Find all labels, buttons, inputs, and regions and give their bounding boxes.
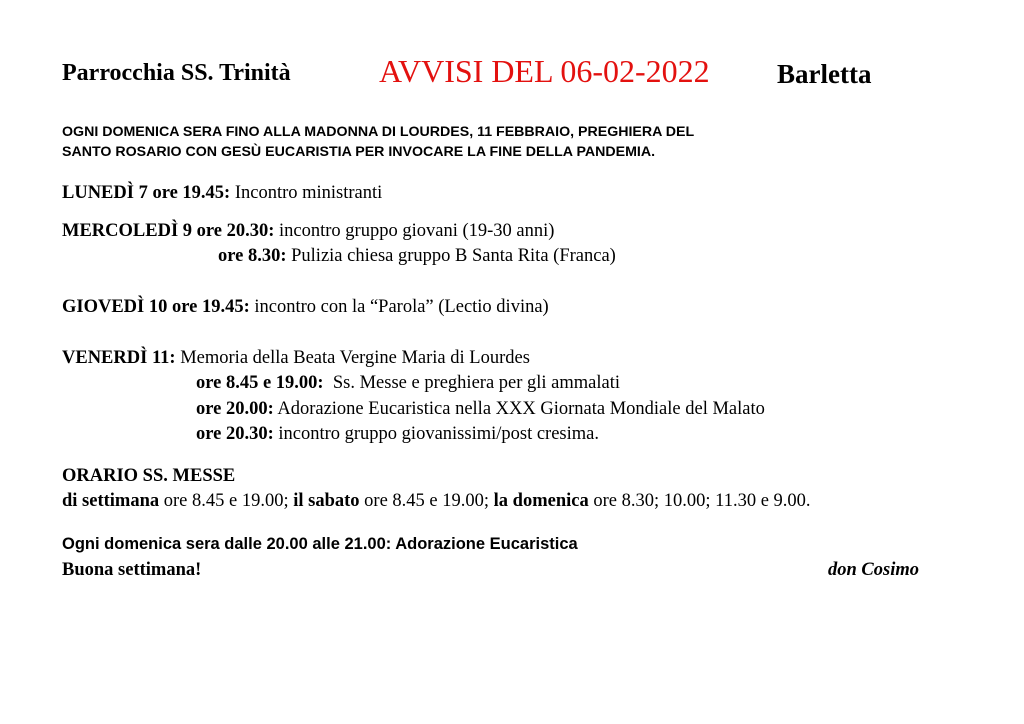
friday-item-text: incontro gruppo giovanissimi/post cresima. (273, 424, 599, 444)
friday-item-time: ore 20.00: (196, 399, 274, 419)
bulletin-title: AVVISI DEL 06-02-2022 (379, 53, 710, 89)
rosary-notice-line-1: OGNI DOMENICA SERA FINO ALLA MADONNA DI LOURDES, 11 FEBBRAIO, PREGHIERA DEL (62, 124, 695, 140)
monday-text: Incontro ministranti (230, 183, 383, 203)
weekday-label: di settimana (62, 491, 160, 511)
sunday-times: ore 8.30; 10.00; 11.30 e 9.00. (588, 491, 811, 511)
saturday-times: ore 8.45 e 19.00; (359, 491, 494, 511)
thursday-text: incontro con la “Parola” (Lectio divina) (249, 297, 549, 317)
mass-schedule-heading: ORARIO SS. MESSE (62, 466, 236, 486)
city-name: Barletta (777, 59, 872, 89)
friday-item (196, 424, 599, 445)
weekday-times: ore 8.45 e 19.00; (159, 491, 294, 511)
friday-item-text: Ss. Messe e preghiera per gli ammalati (323, 373, 621, 393)
friday-label: VENERDÌ 11: (62, 348, 176, 368)
rosary-notice (62, 122, 694, 162)
sunday-adoration-notice: Ogni domenica sera dalle 20.00 alle 21.00: Adorazione Eucaristica (62, 535, 578, 553)
signature: don Cosimo (828, 560, 919, 580)
sunday-label: la domenica (493, 491, 589, 511)
wednesday-text: incontro gruppo giovani (19-30 anni) (274, 221, 555, 241)
wednesday-label: MERCOLEDÌ 9 ore 20.30: (62, 221, 275, 241)
monday-entry (62, 183, 382, 204)
wednesday-text-2: Pulizia chiesa gruppo B Santa Rita (Franca) (286, 246, 616, 266)
mass-schedule-times (62, 491, 811, 512)
wednesday-entry (62, 221, 554, 242)
wednesday-entry-2 (218, 246, 616, 267)
friday-item-time: ore 20.30: (196, 424, 274, 444)
thursday-entry (62, 297, 549, 318)
friday-item-text: Adorazione Eucaristica nella XXX Giornata Mondiale del Malato (273, 399, 765, 419)
monday-label: LUNEDÌ 7 ore 19.45: (62, 183, 231, 203)
friday-entry (62, 348, 530, 369)
rosary-notice-line-2: SANTO ROSARIO CON GESÙ EUCARISTIA PER INVOCARE LA FINE DELLA PANDEMIA. (62, 144, 656, 160)
friday-item-time: ore 8.45 e 19.00: (196, 373, 324, 393)
wednesday-label-2: ore 8.30: (218, 246, 287, 266)
thursday-label: GIOVEDÌ 10 ore 19.45: (62, 297, 250, 317)
friday-item (196, 399, 765, 420)
friday-item (196, 373, 620, 394)
greeting: Buona settimana! (62, 560, 202, 580)
saturday-label: il sabato (293, 491, 360, 511)
parish-name: Parrocchia SS. Trinità (62, 60, 291, 86)
friday-text: Memoria della Beata Vergine Maria di Lourdes (175, 348, 530, 368)
